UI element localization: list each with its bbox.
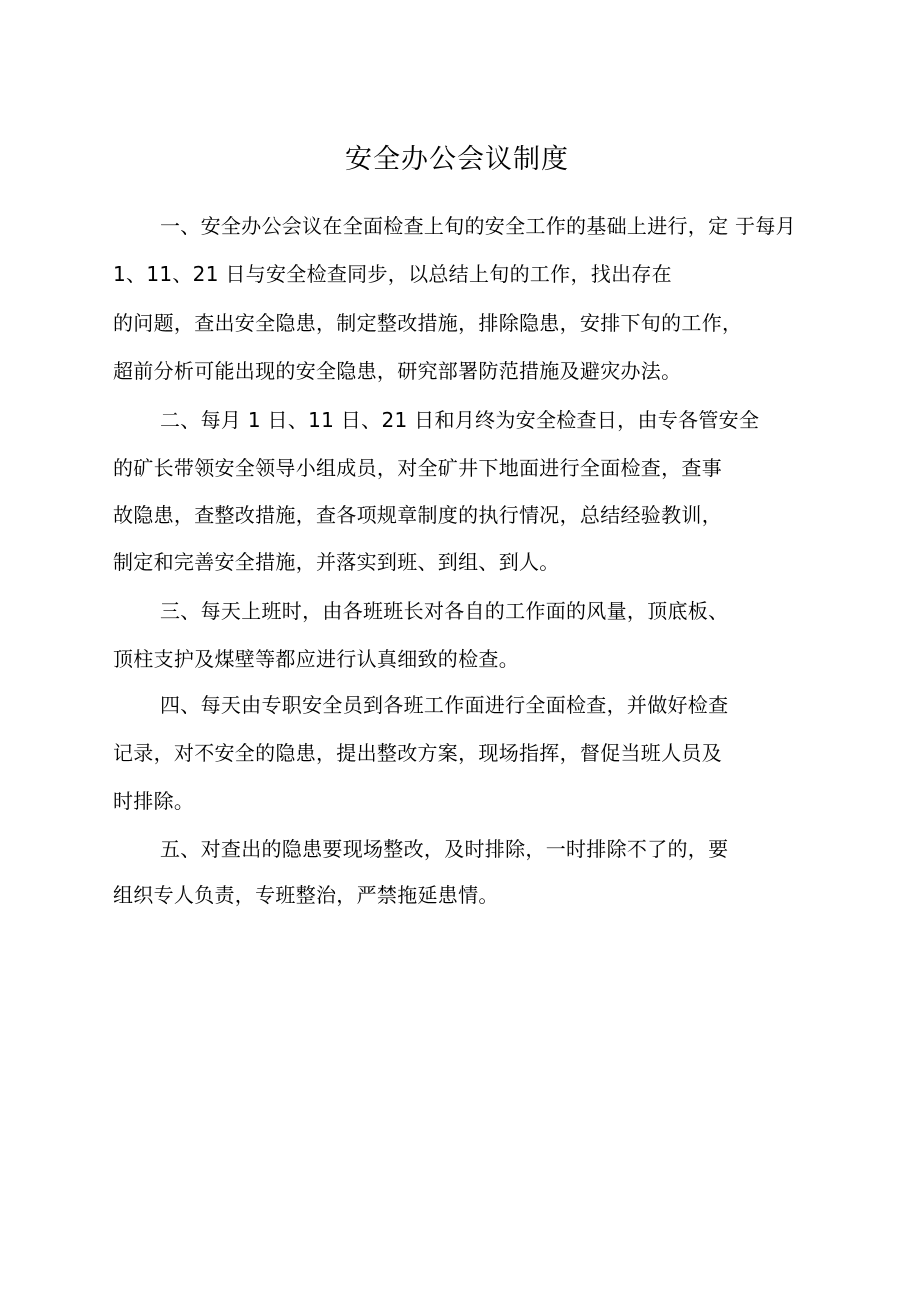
paragraph-1-line-2: 1、11、21 日与安全检查同步，以总结上旬的工作，找出存在 [113,262,672,286]
paragraph-1-line-1: 一、安全办公会议在全面检查上旬的安全工作的基础上进行，定 于每月 [160,214,796,238]
paragraph-4-line-2: 记录，对不安全的隐患，提出整改方案，现场指挥，督促当班人员及 [113,741,722,765]
paragraph-5-line-1: 五、对查出的隐患要现场整改，及时排除，一时排除不了的，要 [160,837,729,861]
paragraph-3-line-1: 三、每天上班时，由各班班长对各自的工作面的风量，顶底板、 [160,599,729,623]
paragraph-4-line-1: 四、每天由专职安全员到各班工作面进行全面检查，并做好检查 [160,693,729,717]
document-title: 安全办公会议制度 [345,144,569,175]
paragraph-2-line-2: 的矿长带领安全领导小组成员，对全矿井下地面进行全面检查，查事 [113,456,722,480]
paragraph-1-line-4: 超前分析可能出现的安全隐患，研究部署防范措施及避灾办法。 [113,359,682,383]
paragraph-2-line-3: 故隐患，查整改措施，查各项规章制度的执行情况，总结经验教训， [113,503,722,527]
paragraph-4-line-3: 时排除。 [113,789,195,813]
paragraph-3-line-2: 顶柱支护及煤壁等都应进行认真细致的检查。 [113,647,519,671]
paragraph-2-line-1: 二、每月 1 日、11 日、21 日和月终为安全检查日，由专各管安全 [160,408,760,432]
paragraph-2-line-4: 制定和完善安全措施，并落实到班、到组、到人。 [113,550,560,574]
paragraph-5-line-2: 组织专人负责，专班整治，严禁拖延患情。 [113,883,499,907]
paragraph-1-line-3: 的问题，查出安全隐患，制定整改措施，排除隐患，安排下旬的工作， [113,311,743,335]
